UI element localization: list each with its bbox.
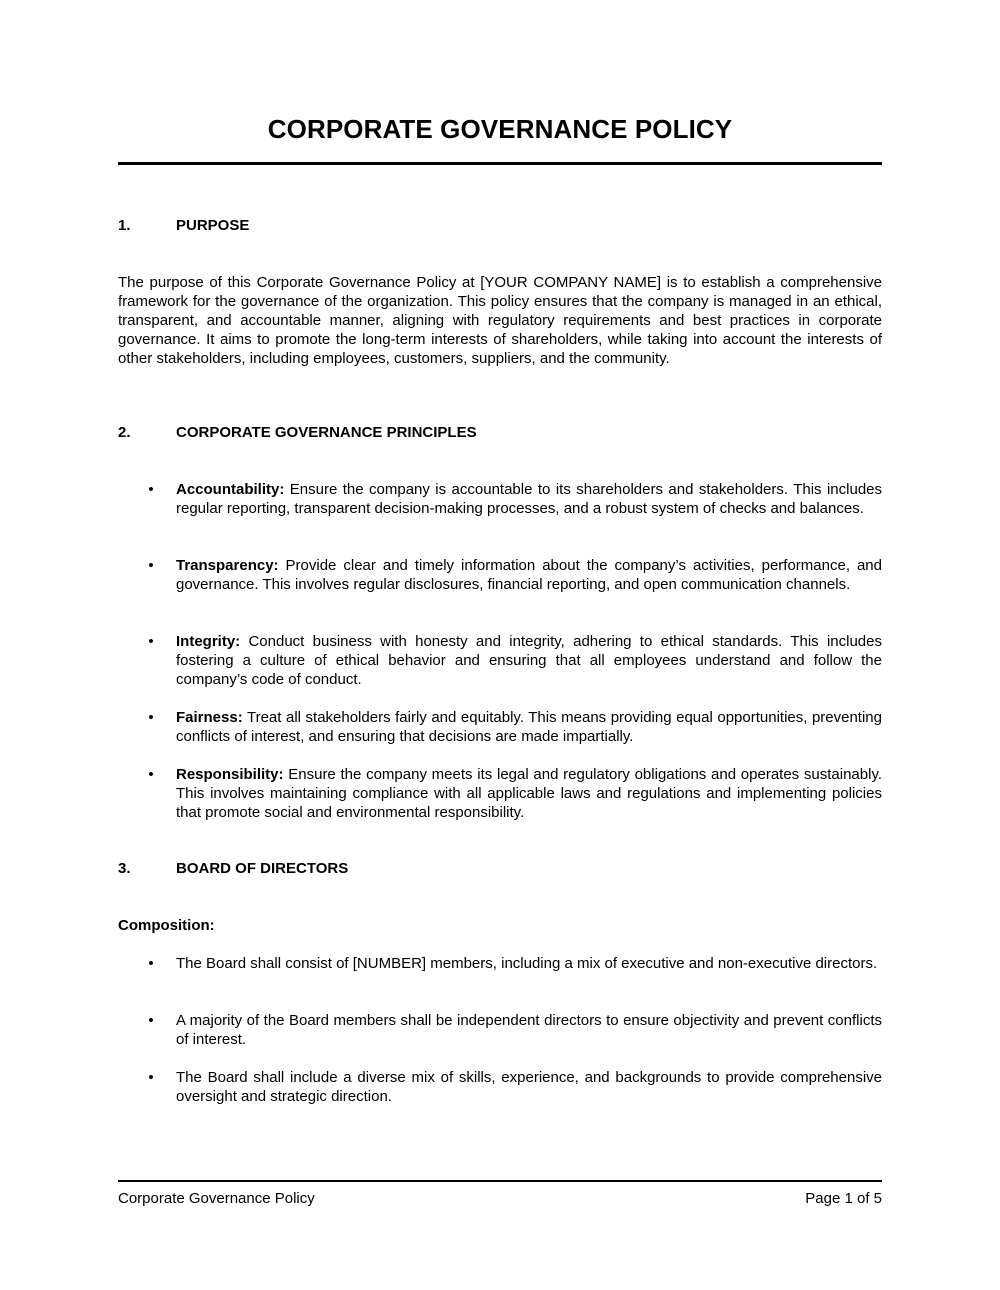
principle-transparency — [118, 556, 882, 594]
principle-term: Fairness: — [176, 709, 243, 726]
principle-term: Accountability: — [176, 481, 285, 498]
section-3-heading — [118, 859, 882, 878]
composition-subheading: Composition: — [118, 917, 215, 934]
document-page — [118, 0, 882, 1290]
section-title: PURPOSE — [176, 217, 250, 234]
bullet-icon: • — [148, 1012, 154, 1029]
bullet-icon: • — [148, 766, 154, 783]
section-number: 3. — [118, 860, 131, 877]
section-2-heading — [118, 423, 882, 442]
principle-text: Conduct business with honesty and integrity, adhering to ethical standards. This includes fostering a culture of ethical behavior and ensuring that all employees understand and follow the company’s code of conduct. — [176, 633, 882, 688]
section-number: 2. — [118, 424, 131, 441]
title-divider — [118, 162, 882, 165]
section-number: 1. — [118, 217, 131, 234]
bullet-icon: • — [148, 955, 154, 972]
bullet-icon: • — [148, 1069, 154, 1086]
bullet-icon: • — [148, 481, 154, 498]
bullet-icon: • — [148, 709, 154, 726]
bullet-icon: • — [148, 557, 154, 574]
principle-term: Responsibility: — [176, 766, 284, 783]
purpose-paragraph: The purpose of this Corporate Governance Policy at [YOUR COMPANY NAME] is to establish a comprehensive framework for the governance of the organization. This policy ensures that the company is managed in an ethical, transparent, and accountable manner, aligning with regulatory requirements and best practices in corporate governance. It aims to promote the long-term interests of shareholders, while taking into account the interests of other stakeholders, including employees, customers, suppliers, and the community. — [118, 274, 882, 367]
principle-text: Ensure the company is accountable to its shareholders and stakeholders. This includes regular reporting, transparent decision-making processes, and a robust system of checks and balances. — [176, 481, 883, 517]
principle-text: Treat all stakeholders fairly and equitably. This means providing equal opportunities, preventing conflicts of interest, and ensuring that decisions are made impartially. — [176, 709, 882, 745]
footer-document-name: Corporate Governance Policy — [118, 1190, 315, 1207]
footer-divider — [118, 1180, 882, 1182]
principle-integrity — [118, 632, 882, 689]
principle-accountability — [118, 480, 882, 518]
document-title: CORPORATE GOVERNANCE POLICY — [267, 114, 733, 144]
composition-text: The Board shall include a diverse mix of skills, experience, and backgrounds to provide comprehensive oversight and strategic direction. — [176, 1069, 882, 1105]
composition-item — [118, 954, 882, 973]
section-title: CORPORATE GOVERNANCE PRINCIPLES — [176, 424, 477, 441]
principle-text: Provide clear and timely information about the company’s activities, performance, and governance. This involves regular disclosures, financial reporting, and open communication channels. — [176, 557, 882, 593]
composition-text: A majority of the Board members shall be independent directors to ensure objectivity and prevent conflicts of interest. — [176, 1012, 882, 1048]
principle-term: Transparency: — [176, 557, 279, 574]
section-title: BOARD OF DIRECTORS — [176, 860, 349, 877]
composition-text: The Board shall consist of [NUMBER] members, including a mix of executive and non-executive directors. — [176, 955, 878, 972]
composition-item — [118, 1068, 882, 1106]
composition-item — [118, 1011, 882, 1049]
footer-page-number: Page 1 of 5 — [805, 1190, 882, 1207]
principle-term: Integrity: — [176, 633, 241, 650]
section-1-heading — [118, 216, 882, 235]
principle-text: Ensure the company meets its legal and regulatory obligations and operates sustainably. This involves maintaining compliance with all applicable laws and regulations and implementing policies that promote social and environmental responsibility. — [176, 766, 882, 821]
principle-responsibility — [118, 765, 882, 822]
bullet-icon: • — [148, 633, 154, 650]
principle-fairness — [118, 708, 882, 746]
